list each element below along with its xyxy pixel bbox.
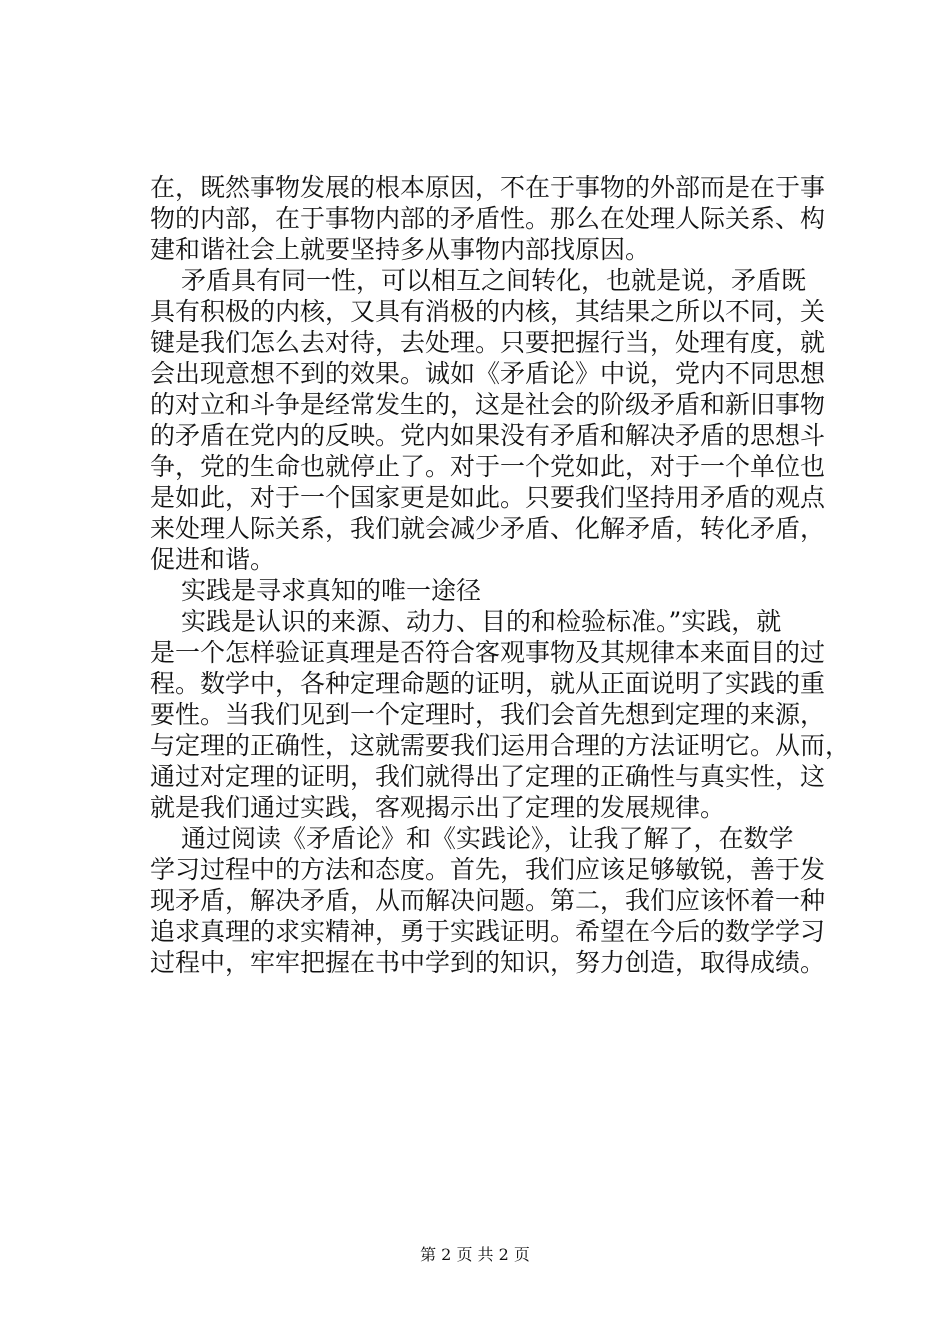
text-line: 具有积极的内核，又具有消极的内核，其结果之所以不同，关 [150, 297, 826, 326]
text-line: 通过对定理的证明，我们就得出了定理的正确性与真实性，这 [150, 762, 826, 791]
text-line: 就是我们通过实践，客观揭示出了定理的发展规律。 [150, 793, 726, 822]
text-line: 追求真理的求实精神，勇于实践证明。希望在今后的数学学习 [150, 917, 826, 946]
text-line: 的对立和斗争是经常发生的，这是社会的阶级矛盾和新旧事物 [150, 390, 826, 419]
text-line: 矛盾具有同一性，可以相互之间转化，也就是说，矛盾既 [181, 266, 807, 295]
text-line: 争，党的生命也就停止了。对于一个党如此，对于一个单位也 [150, 452, 826, 481]
text-line: 来处理人际关系，我们就会减少矛盾、化解矛盾，转化矛盾， [150, 514, 826, 543]
text-line: 实践是认识的来源、动力、目的和检验标准。”实践，就 [181, 607, 782, 636]
text-line: 物的内部，在于事物内部的矛盾性。那么在处理人际关系、构 [150, 204, 826, 233]
text-line: 过程中，牢牢把握在书中学到的知识，努力创造，取得成绩。 [150, 948, 826, 977]
text-line: 与定理的正确性，这就需要我们运用合理的方法证明它。从而， [150, 731, 851, 760]
page-footer: 第 2 页 共 2 页 [420, 1245, 530, 1264]
text-line: 会出现意想不到的效果。诚如《矛盾论》中说，党内不同思想 [150, 359, 826, 388]
text-line: 是一个怎样验证真理是否符合客观事物及其规律本来面目的过 [150, 638, 826, 667]
text-line: 在，既然事物发展的根本原因，不在于事物的外部而是在于事 [150, 173, 826, 202]
text-line: 建和谐社会上就要坚持多从事物内部找原因。 [150, 235, 651, 264]
text-line: 学习过程中的方法和态度。首先，我们应该足够敏锐，善于发 [150, 855, 826, 884]
text-line: 的矛盾在党内的反映。党内如果没有矛盾和解决矛盾的思想斗 [150, 421, 826, 450]
text-line: 现矛盾，解决矛盾，从而解决问题。第二，我们应该怀着一种 [150, 886, 826, 915]
text-line: 通过阅读《矛盾论》和《实践论》，让我了解了，在数学 [181, 824, 794, 853]
text-line: 是如此，对于一个国家更是如此。只要我们坚持用矛盾的观点 [150, 483, 826, 512]
text-line: 键是我们怎么去对待，去处理。只要把握行当，处理有度，就 [150, 328, 826, 357]
text-line: 要性。当我们见到一个定理时，我们会首先想到定理的来源， [150, 700, 826, 729]
section-heading: 实践是寻求真知的唯一途径 [181, 576, 482, 605]
text-line: 促进和谐。 [150, 545, 276, 574]
body-text [150, 172, 851, 978]
text-line: 程。数学中，各种定理命题的证明，就从正面说明了实践的重 [150, 669, 826, 698]
